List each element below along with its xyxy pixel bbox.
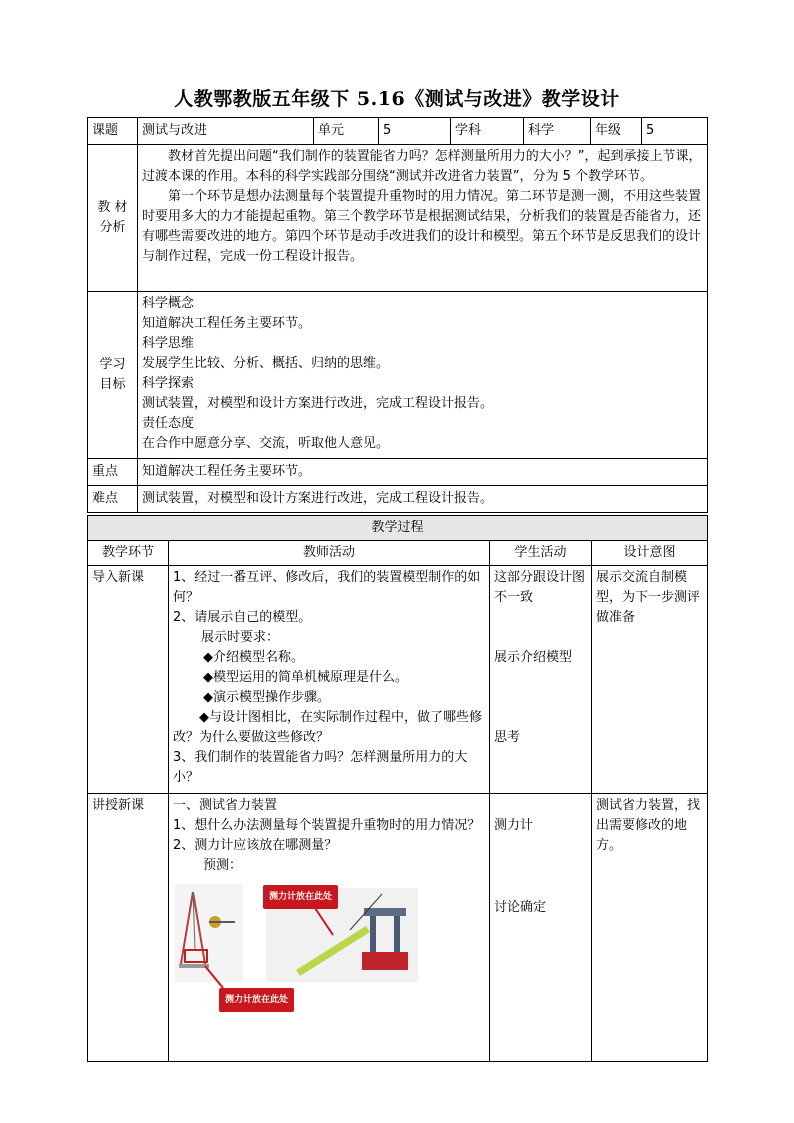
intro-intent: 展示交流自制模型，为下一步测评做准备 [592,566,708,794]
intro-teacher: 1、经过一番互评、修改后，我们的装置模型制作的如何？ 2、请展示自己的模型。 展示时要求： ◆介绍模型名称。 ◆模型运用的简单机械原理是什么。 ◆演示模型操作步骤。 ◆与设计图相比，在实际制作过程中，做了哪些修改？为什么要做这些修改？ 3、我们制作的装置能省力吗？怎样测量所用力的大小？ [169,566,490,794]
unit-label: 单元 [314,118,379,145]
unit-value: 5 [379,118,451,145]
col-header-teacher: 教师活动 [169,541,490,566]
col-header-stage: 教学环节 [88,541,169,566]
difficulty-label: 难点 [88,486,138,513]
analysis-para-1: 教材首先提出问题“我们制作的装置能省力吗？怎样测量所用力的大小？”，起到承接上节课，过渡本课的作用。本科的科学实践部分围绕“测试并改进省力装置”，分为 5 个教学环节。 [142,149,702,184]
grade-label: 年级 [591,118,642,145]
grade-value: 5 [642,118,708,145]
process-table [87,515,708,1062]
goal-line: 科学思维 [142,336,195,351]
process-header: 教学过程 [88,516,708,541]
dynamometer-position-label: 测力计放在此处 [263,885,338,909]
analysis-text [138,145,708,292]
lecture-student: 测力计 讨论确定 [490,794,592,1062]
intro-stage: 导入新课 [88,566,169,794]
dynamometer-position-label: 测力计放在此处 [219,988,294,1012]
key-point-label: 重点 [88,459,138,486]
subject-label: 学科 [451,118,524,145]
lecture-intent: 测试省力装置，找出需要修改的地方。 [592,794,708,1062]
lesson-value: 测试与改进 [138,118,314,145]
lecture-stage: 讲授新课 [88,794,169,1062]
goal-line: 责任态度 [142,416,195,431]
page-title: 人教鄂教版五年级下 5.16《测试与改进》教学设计 [174,88,620,110]
prediction-images [173,880,485,1010]
intro-student: 这部分跟设计图不一致 展示介绍模型 思考 [490,566,592,794]
goal-line: 测试装置，对模型和设计方案进行改进，完成工程设计报告。 [142,396,494,411]
analysis-para-2: 第一个环节是想办法测量每个装置提升重物时的用力情况。第二环节是测一测，不用这些装置时要用多大的力才能提起重物。第三个教学环节是根据测试结果，分析我们的装置是否能省力，还有哪些需要改进的地方。第四个环节是动手改进我们的设计和模型。第五个环节是反思我们的设计与制作过程，完成一份工程设计报告。 [142,189,702,264]
goals-text [138,292,708,459]
goals-label: 学习 目标 [88,292,138,459]
analysis-label: 教 材 分析 [88,145,138,292]
subject-value: 科学 [524,118,591,145]
difficulty-text: 测试装置，对模型和设计方案进行改进，完成工程设计报告。 [138,486,708,513]
goal-line: 发展学生比较、分析、概括、归纳的思维。 [142,356,390,371]
goal-line: 科学概念 [142,296,195,311]
goal-line: 知道解决工程任务主要环节。 [142,316,312,331]
lecture-teacher: 一、测试省力装置 1、想什么办法测量每个装置提升重物时的用力情况？ 2、测力计应该放在哪测量？ 预测： 测力计放在此处 测力计放在此处 [169,794,490,1062]
goal-line: 在合作中愿意分享、交流，听取他人意见。 [142,436,390,451]
info-table [87,117,708,513]
col-header-student: 学生活动 [490,541,592,566]
pulley-model-image [175,884,243,982]
lesson-label: 课题 [88,118,138,145]
key-point-text: 知道解决工程任务主要环节。 [138,459,708,486]
col-header-intent: 设计意图 [592,541,708,566]
goal-line: 科学探索 [142,376,195,391]
